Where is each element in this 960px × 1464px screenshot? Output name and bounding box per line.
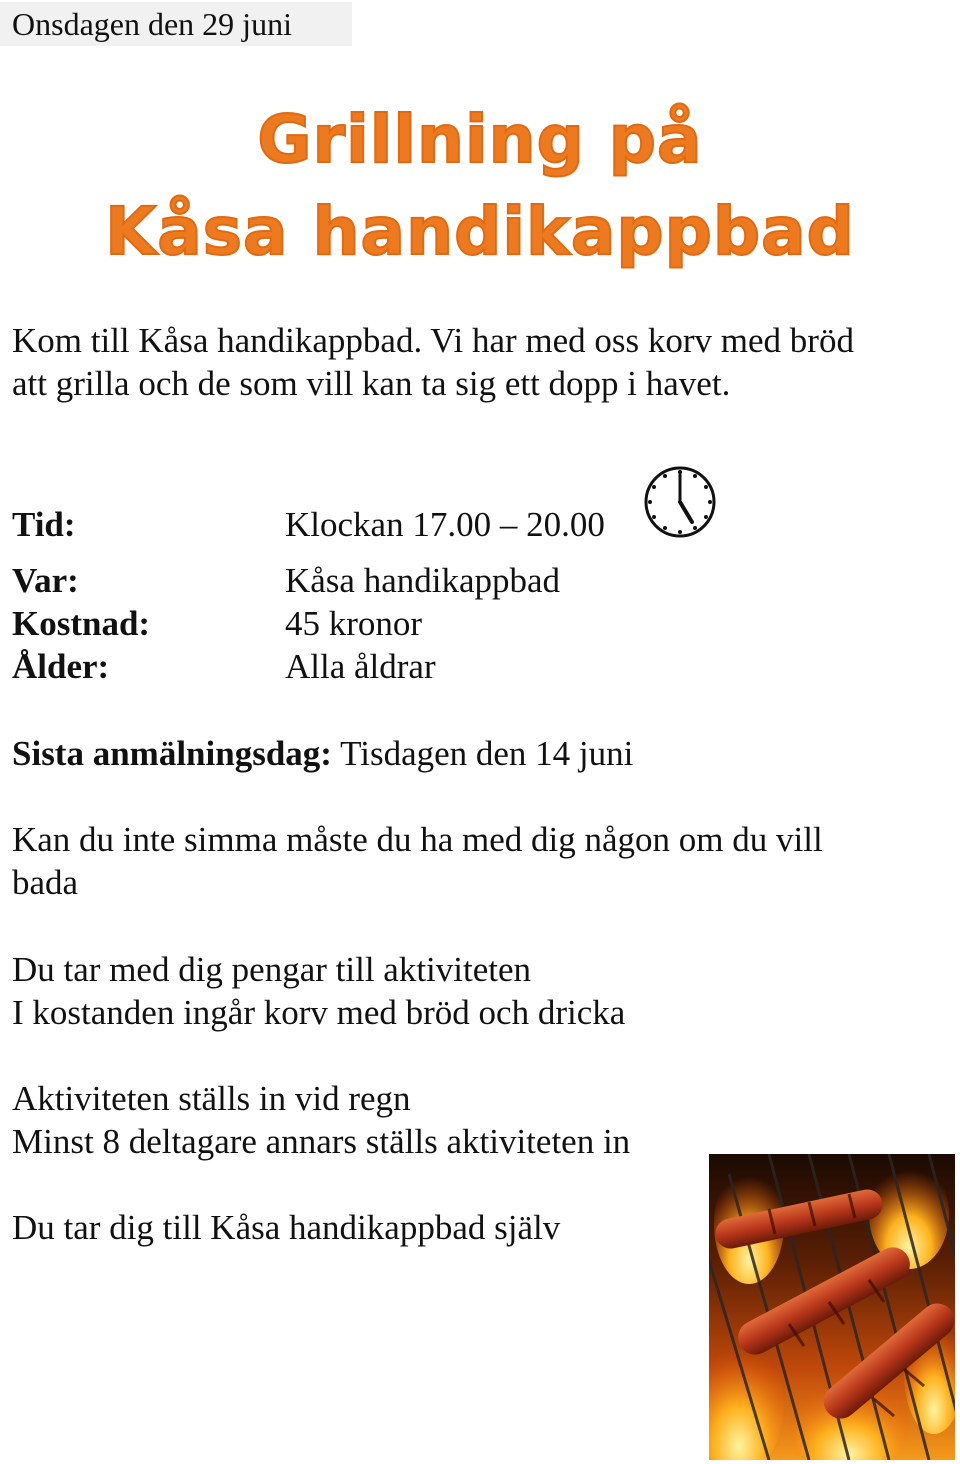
travel-note: Du tar dig till Kåsa handikappbad själv — [12, 1208, 561, 1247]
info-value: Alla åldrar — [285, 647, 436, 686]
deadline-label: Sista anmälningsdag: — [12, 734, 332, 773]
swim-note-line2: bada — [12, 863, 79, 902]
deadline-line — [12, 732, 633, 775]
clock-icon — [640, 462, 720, 542]
money-note-line1: Du tar med dig pengar till aktiviteten — [12, 950, 532, 989]
intro-line2: att grilla och de som vill kan ta sig ett dopp i havet. — [12, 364, 731, 403]
info-value: Kåsa handikappbad — [285, 561, 561, 600]
swim-note-line1: Kan du inte simma måste du ha med dig någon om du vill — [12, 820, 823, 859]
info-label: Kostnad: — [12, 604, 151, 643]
cancel-note-line2: Minst 8 deltagare annars ställs aktiviteten in — [12, 1122, 631, 1161]
event-title-line2: Kåsa handikappbad — [105, 193, 855, 270]
info-value: Klockan 17.00 – 20.00 — [285, 505, 605, 544]
info-value: 45 kronor — [285, 604, 423, 643]
info-label: Tid: — [12, 505, 76, 544]
event-title-line1: Grillning på — [257, 101, 703, 178]
grilled-sausages-photo — [709, 1154, 955, 1460]
date-header: Onsdagen den 29 juni — [0, 2, 352, 46]
cancel-note-line1: Aktiviteten ställs in vid regn — [12, 1079, 411, 1118]
info-label: Ålder: — [12, 647, 110, 686]
deadline-value: Tisdagen den 14 juni — [331, 734, 634, 773]
info-label: Var: — [12, 561, 79, 600]
money-note-line2: I kostanden ingår korv med bröd och dricka — [12, 993, 626, 1032]
intro-line1: Kom till Kåsa handikappbad. Vi har med oss korv med bröd — [12, 321, 854, 360]
